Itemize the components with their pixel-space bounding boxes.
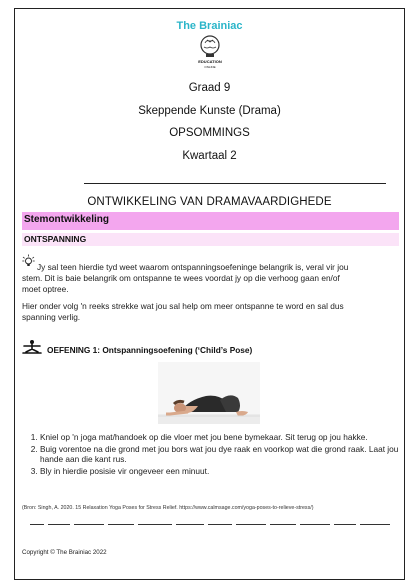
subsubheading-band <box>22 233 399 246</box>
subheading-band <box>22 212 399 230</box>
copyright: Copyright © The Brainiac 2022 <box>22 549 107 556</box>
brain-bulb-logo-icon <box>194 32 226 70</box>
second-line-1: Hier onder volg 'n reeks strekke wat jou sal help om meer ontspanne te word en sal dus <box>22 301 344 311</box>
logo-text-online: ONLINE <box>204 65 216 69</box>
logo-text-education: EDUCATION <box>198 59 222 64</box>
step-item-3: 3. Bly in hierdie posisie vir ongeveer een minuut. <box>40 466 410 477</box>
childs-pose-photo <box>158 362 260 424</box>
step-item-1: 1. Kniel op 'n joga mat/handoek op die vloer met jou bene bymekaar. Sit terug op jou hakke. <box>40 432 410 443</box>
header-divider <box>84 183 386 184</box>
second-paragraph <box>22 301 399 323</box>
exercise-steps <box>22 432 410 477</box>
term-label: Kwartaal 2 <box>182 150 237 162</box>
brand-name: The Brainiac <box>176 20 243 32</box>
yoga-figure-icon <box>20 339 44 355</box>
writing-line <box>30 524 390 526</box>
intro-line-3: moet optree. <box>22 284 69 294</box>
grade-label: Graad 9 <box>188 82 231 94</box>
intro-line-2: stem. Dit is baie belangrik om ontspanne te wees voordat jy op die verhoog gaan en/of <box>22 273 340 283</box>
intro-line-1: Jy sal teen hierdie tyd weet waarom ontspanningsoefeninge belangrik is, veral vir jou <box>37 262 349 272</box>
section-title: ONTWIKKELING VAN DRAMAVAARDIGHEDE <box>87 196 332 208</box>
subheading: Stemontwikkeling <box>24 214 110 225</box>
intro-paragraph <box>22 262 399 295</box>
step-item-2: 2. Buig vorentoe na die grond met jou bors wat jou dye raak en voorkop wat die grond raak. Laat jou hande aan die kant rus. <box>40 444 410 465</box>
source-citation: (Bron: Singh, A. 2020. 15 Relaxation Yoga Poses for Stress Relief. https://www.calmsage.com/yoga-poses-to-relieve-stress/) <box>22 505 314 511</box>
exercise-title: OEFENING 1: Ontspanningsoefening (‘Child’s Pose) <box>47 345 253 355</box>
subject-label: Skeppende Kunste (Drama) <box>138 105 281 117</box>
subsubheading: ONTSPANNING <box>24 234 87 244</box>
second-line-2: spanning verlig. <box>22 312 81 322</box>
doc-type-label: OPSOMMINGS <box>169 127 250 139</box>
